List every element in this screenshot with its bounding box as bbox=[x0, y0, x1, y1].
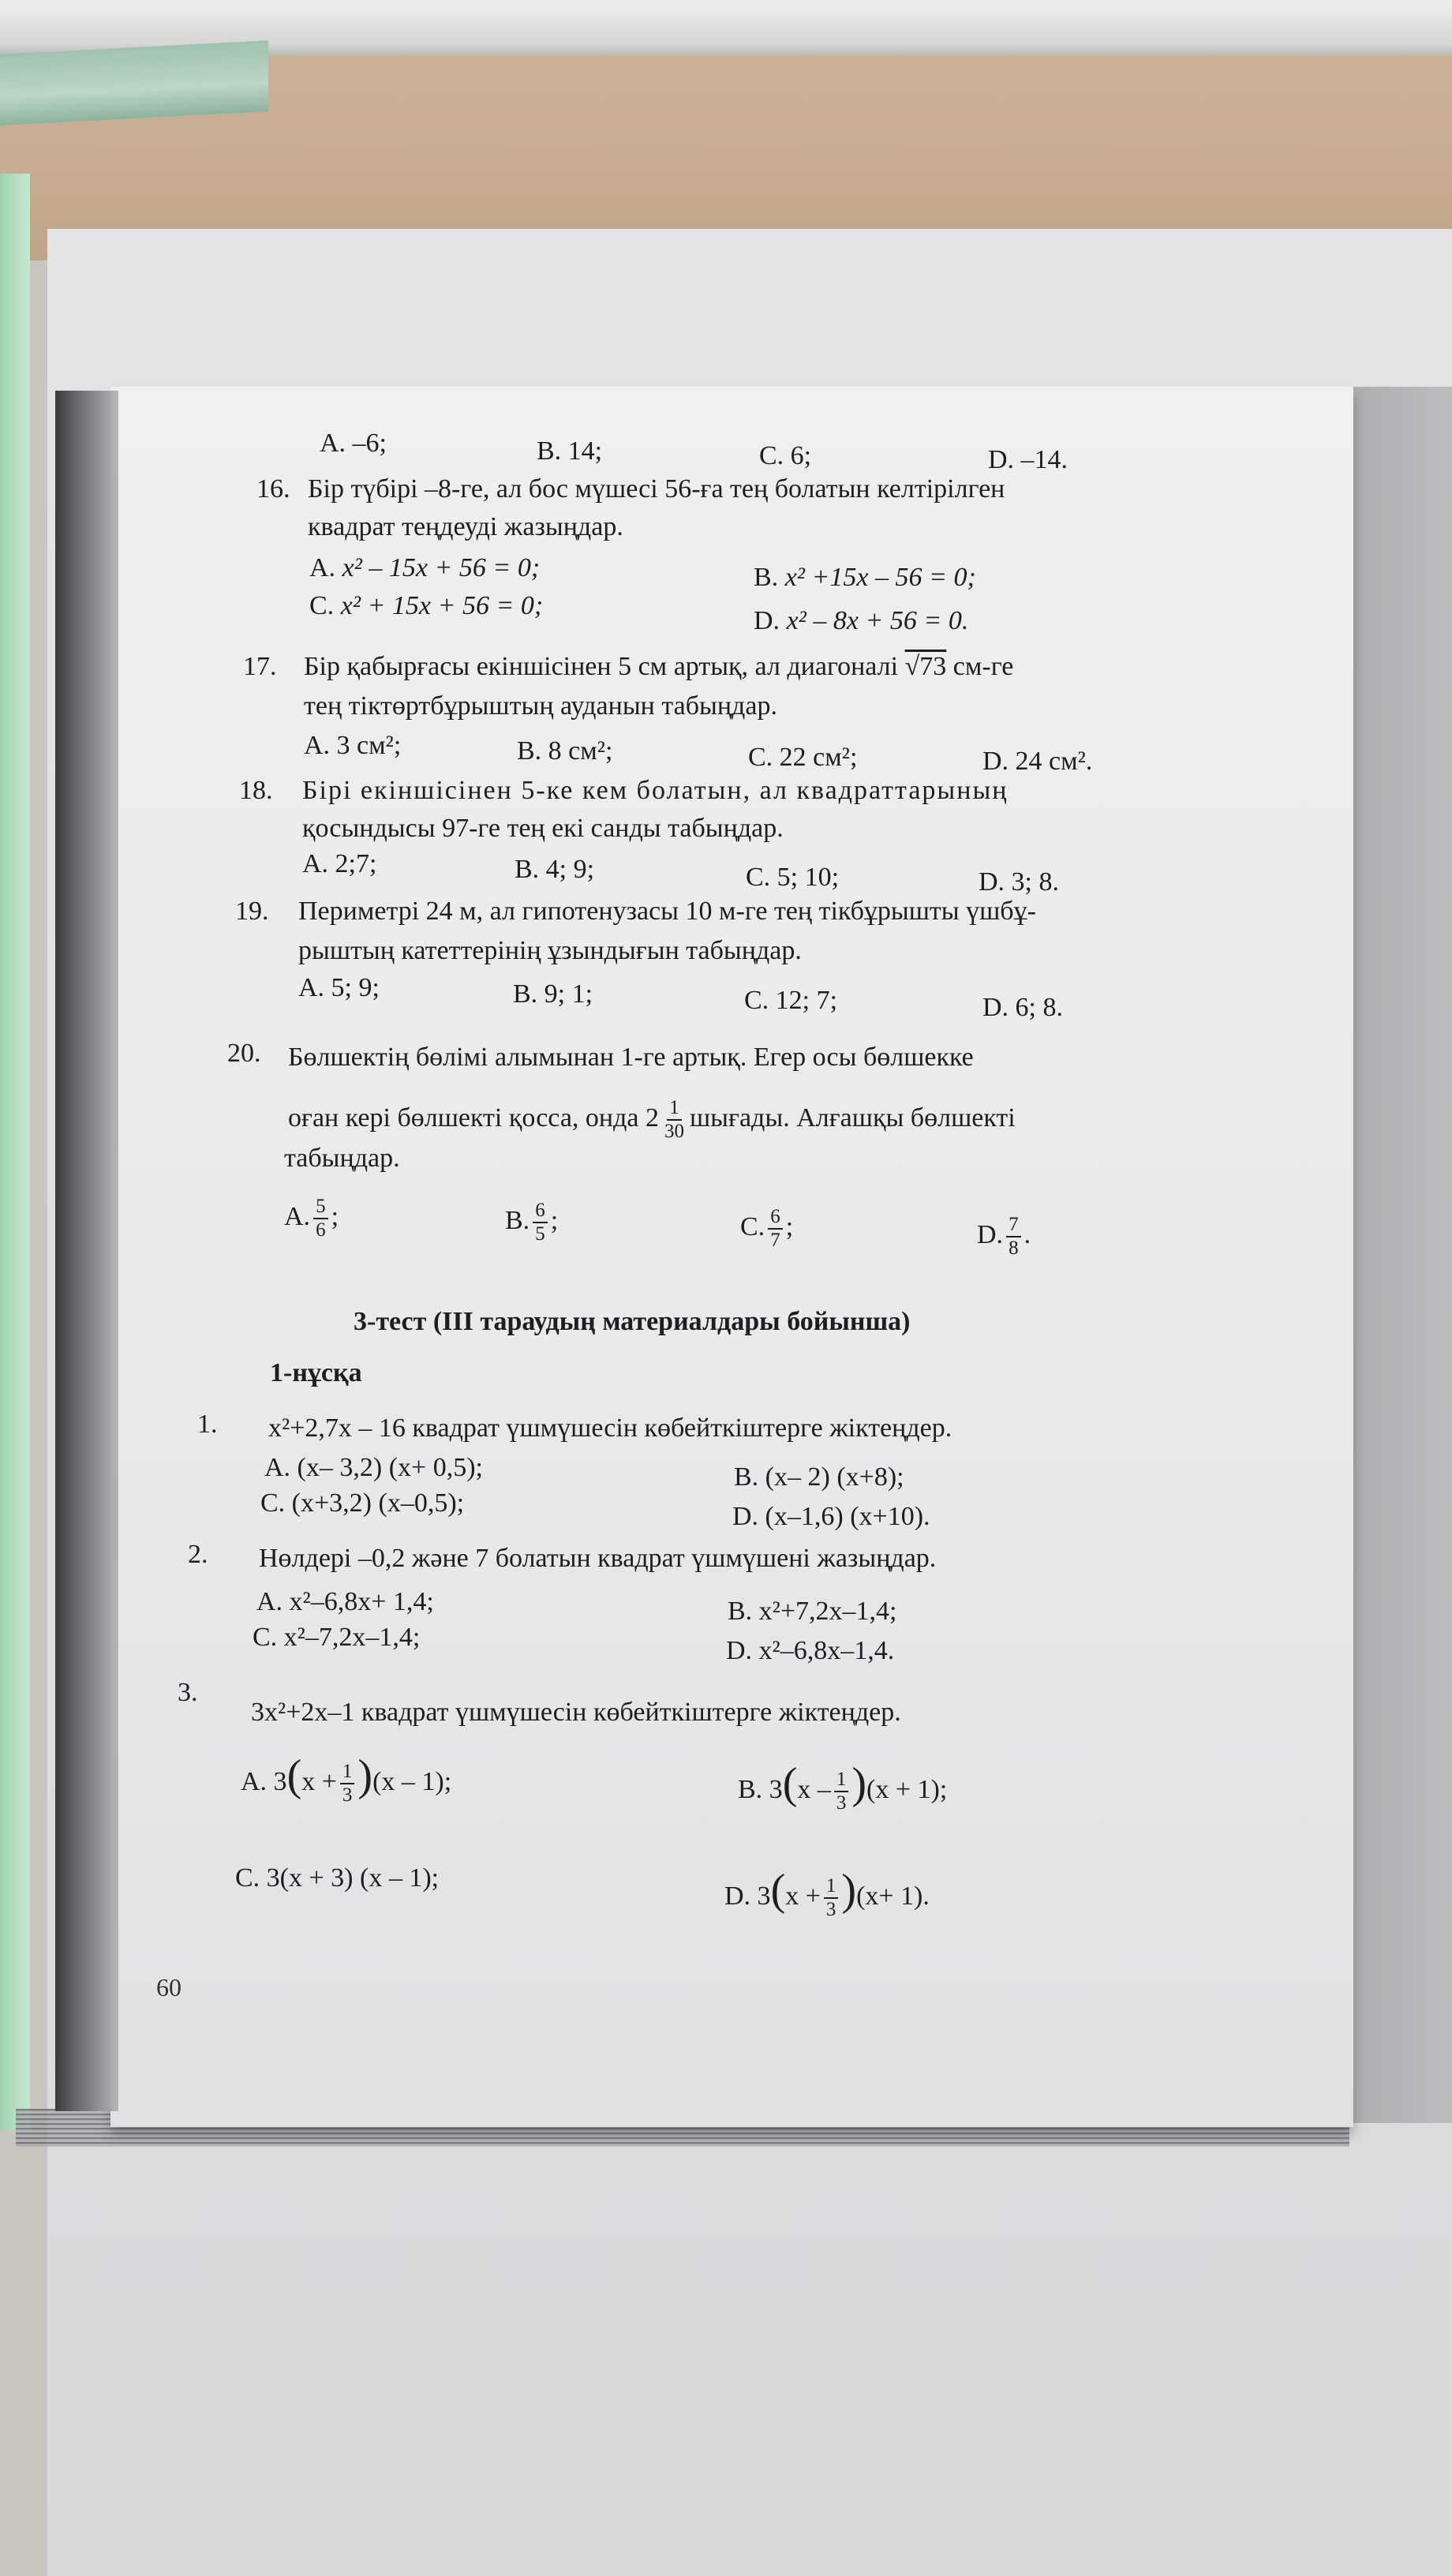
green-book-edge bbox=[0, 40, 268, 125]
test-q1-option-c: C. (x+3,2) (x–0,5); bbox=[260, 1488, 465, 1518]
question-16-line2: квадрат теңдеуді жазыңдар. bbox=[308, 512, 623, 541]
test-q2-option-c: C. x²–7,2x–1,4; bbox=[253, 1623, 421, 1652]
q20-option-a: A. $\frac{5}{6}$ ; bbox=[284, 1196, 339, 1241]
q18-option-d: D. 3; 8. bbox=[979, 867, 1059, 897]
question-20-line2: оған кері бөлшекті қосса, онда 2 $\frac{1}{30}$ шығады. Алғашқы бөлшекті bbox=[288, 1097, 1016, 1142]
test-q3-number: 3. bbox=[178, 1678, 198, 1707]
question-20-number: 20. bbox=[227, 1039, 261, 1068]
question-19-number: 19. bbox=[235, 897, 269, 926]
prev-option-a: A. –6; bbox=[320, 429, 387, 458]
page-number: 60 bbox=[156, 1973, 182, 2001]
test-q2-option-a: A. x²–6,8x+ 1,4; bbox=[256, 1587, 434, 1616]
test-q3-option-c: C. 3(x + 3) (x – 1); bbox=[235, 1863, 440, 1893]
binding-shadow bbox=[55, 391, 118, 2111]
q20-option-b: B. $\frac{6}{5}$ ; bbox=[505, 1200, 559, 1245]
sqrt-73: √73 bbox=[904, 652, 947, 681]
test-q2-option-d: D. x²–6,8x–1,4. bbox=[726, 1636, 895, 1665]
question-18-line1: Бірі екіншісінен 5-ке кем болатын, ал квадраттарының bbox=[302, 776, 1009, 805]
q19-option-d: D. 6; 8. bbox=[982, 993, 1063, 1022]
q18-option-b: B. 4; 9; bbox=[515, 855, 595, 884]
test-q1-option-a: A. (x– 3,2) (x+ 0,5); bbox=[264, 1453, 483, 1482]
prev-option-c: C. 6; bbox=[759, 441, 812, 470]
test-q2-stem: Нөлдері –0,2 және 7 болатын квадрат үшмүшені жазыңдар. bbox=[259, 1544, 937, 1573]
test-q1-option-d: D. (x–1,6) (x+10). bbox=[732, 1502, 930, 1531]
q20-option-c: C. $\frac{6}{7}$ ; bbox=[740, 1206, 794, 1251]
question-16-number: 16. bbox=[256, 474, 290, 504]
question-18-number: 18. bbox=[239, 776, 273, 805]
test-q3-option-b: B. 3(x – $\frac{1}{3}$ )(x + 1); bbox=[738, 1759, 948, 1814]
question-19-line1: Периметрі 24 м, ал гипотенузасы 10 м-ге тең тікбұрышты үшбұ- bbox=[298, 897, 1036, 926]
question-16-line1: Бір түбірі –8-ге, ал бос мүшесі 56-ға тең болатын келтірілген bbox=[308, 474, 1005, 504]
q16-option-a: A. x² – 15x + 56 = 0; bbox=[309, 553, 541, 582]
test-q1-number: 1. bbox=[197, 1410, 218, 1439]
q16-option-c: C. x² + 15x + 56 = 0; bbox=[309, 591, 544, 620]
question-18-line2: қосындысы 97-ге тең екі санды табыңдар. bbox=[302, 814, 784, 843]
variant-title: 1-нұсқа bbox=[270, 1358, 362, 1387]
question-19-line2: рыштың катеттерінің ұзындығын табыңдар. bbox=[298, 936, 802, 965]
q20-option-d: D. $\frac{7}{8}$ . bbox=[977, 1214, 1031, 1259]
q17-option-c: C. 22 см²; bbox=[748, 743, 858, 772]
question-20-line1: Бөлшектің бөлімі алымынан 1-ге артық. Егер осы бөлшекке bbox=[288, 1043, 974, 1072]
test-q3-stem: 3x²+2x–1 квадрат үшмүшесін көбейткіштерге жіктеңдер. bbox=[251, 1698, 901, 1727]
test-q2-number: 2. bbox=[188, 1540, 208, 1569]
q18-option-c: C. 5; 10; bbox=[746, 863, 840, 892]
q19-option-c: C. 12; 7; bbox=[744, 986, 838, 1015]
prev-option-b: B. 14; bbox=[537, 436, 603, 466]
prev-option-d: D. –14. bbox=[988, 445, 1068, 474]
q16-option-b: B. x² +15x – 56 = 0; bbox=[754, 563, 976, 592]
green-folder-edge bbox=[0, 174, 30, 2131]
section-title: 3-тест (ІІІ тараудың материалдары бойынша) bbox=[354, 1307, 911, 1336]
mixed-fraction: $\frac{1}{30}$ bbox=[664, 1097, 684, 1142]
test-q1-option-b: B. (x– 2) (x+8); bbox=[734, 1462, 904, 1492]
question-20-line3: табыңдар. bbox=[284, 1144, 400, 1173]
question-17-line1: Бір қабырғасы екіншісінен 5 см артық, ал диагоналі √73 см-ге bbox=[304, 652, 1014, 681]
q17-option-a: A. 3 см²; bbox=[304, 731, 402, 760]
q17-option-b: B. 8 см²; bbox=[517, 736, 613, 766]
q16-option-d: D. x² – 8x + 56 = 0. bbox=[754, 606, 969, 635]
test-q3-option-a: A. 3(x + $\frac{1}{3}$ )(x – 1); bbox=[241, 1751, 452, 1807]
question-17-number: 17. bbox=[243, 652, 277, 681]
q18-option-a: A. 2;7; bbox=[302, 849, 377, 878]
test-q3-option-d: D. 3(x + $\frac{1}{3}$ )(x+ 1). bbox=[724, 1866, 930, 1921]
test-q1-stem: x²+2,7x – 16 квадрат үшмүшесін көбейткіштерге жіктеңдер. bbox=[268, 1413, 952, 1443]
test-q2-option-b: B. x²+7,2x–1,4; bbox=[728, 1597, 897, 1626]
q19-option-a: A. 5; 9; bbox=[298, 973, 380, 1002]
question-17-line2: тең тіктөртбұрыштың ауданын табыңдар. bbox=[304, 691, 777, 721]
q19-option-b: B. 9; 1; bbox=[513, 979, 593, 1009]
q17-option-d: D. 24 см². bbox=[982, 747, 1093, 776]
